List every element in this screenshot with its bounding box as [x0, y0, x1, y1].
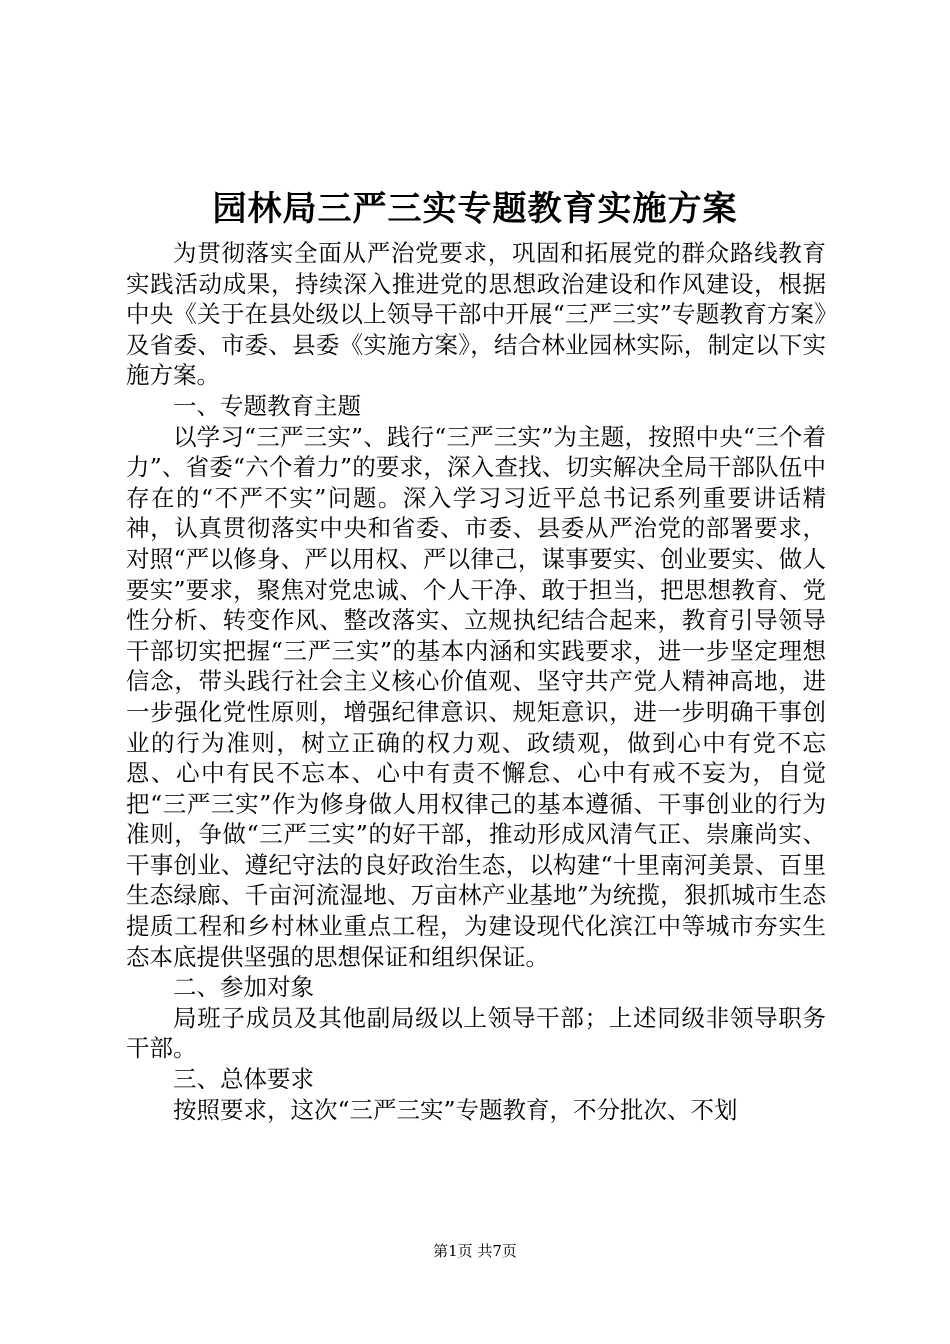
section-heading-requirements: 三、总体要求 [173, 1065, 314, 1094]
page-footer: 第1页 共7页 [433, 1242, 517, 1260]
requirements-paragraph: 按照要求，这次“三严三实”专题教育，不分批次、不划 [173, 1095, 738, 1124]
document-title: 园林局三严三实专题教育实施方案 [212, 189, 738, 229]
theme-paragraph: 以学习“三严三实”、践行“三严三实”为主题，按照中央“三个着力”、省委“六个着力”的要求，深入查找、切实解决全局干部队伍中存在的“不严不实”问题。深入学习习近平总书记系列重要讲话精神，认真贯彻落实中央和省委、市委、县委从严治党的部署要求，对照“严以修身、严以用权、严以律己，谋事要实、创业要实、做人要实”要求，聚焦对党忠诚、个人干净、敢于担当，把思想教育、党性分析、转变作风、整改落实、立规执纪结合起来，教育引导领导干部切实把握“三严三实”的基本内涵和实践要求，进一步坚定理想信念，带头践行社会主义核心价值观、坚守共产党人精神高地，进一步强化党性原则，增强纪律意识、规矩意识，进一步明确干事创业的行为准则，树立正确的权力观、政绩观，做到心中有党不忘恩、心中有民不忘本、心中有责不懈怠、心中有戒不妄为，自觉把“三严三实”作为修身做人用权律己的基本遵循、干事创业的行为准则，争做“三严三实”的好干部，推动形成风清气正、崇廉尚实、干事创业、遵纪守法的良好政治生态，以构建“十里南河美景、百里生态绿廊、千亩河流湿地、万亩林产业基地”为统揽，狠抓城市生态提质工程和乡村林业重点工程，为建设现代化滨江中等城市夯实生态本底提供坚强的思想保证和组织保证。 [126, 422, 826, 971]
participants-paragraph: 局班子成员及其他副局级以上领导干部；上述同级非领导职务干部。 [126, 1003, 826, 1063]
section-heading-participants: 二、参加对象 [173, 973, 314, 1002]
intro-paragraph: 为贯彻落实全面从严治党要求，巩固和拓展党的群众路线教育实践活动成果，持续深入推进党的思想政治建设和作风建设，根据中央《关于在县处级以上领导干部中开展“三严三实”专题教育方案》及省委、市委、县委《实施方案》，结合林业园林实际，制定以下实施方案。 [126, 239, 826, 390]
document-body [126, 238, 826, 1125]
section-heading-theme: 一、专题教育主题 [173, 391, 361, 420]
